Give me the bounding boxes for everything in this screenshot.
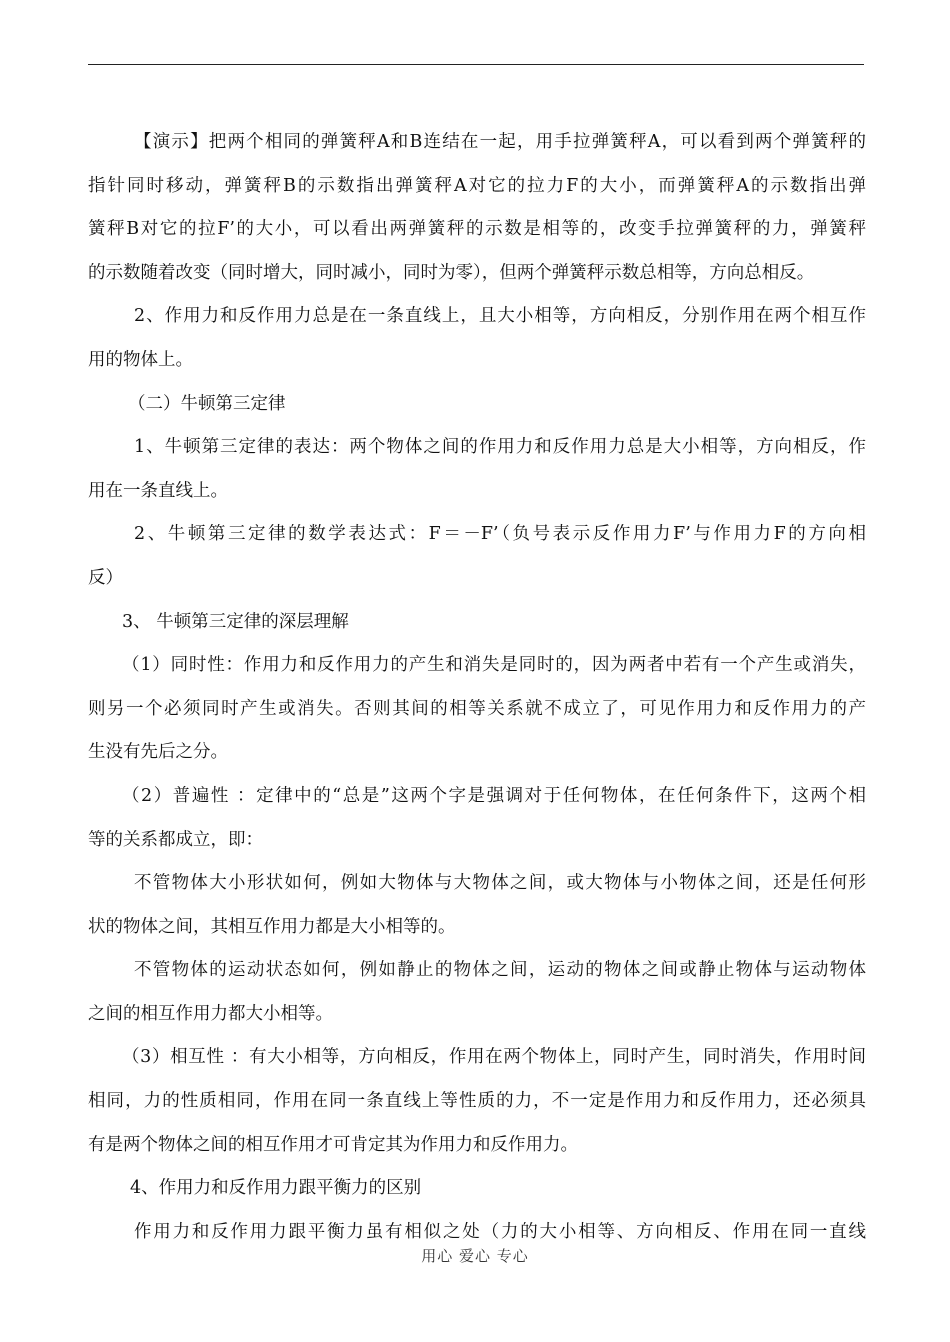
subsection-heading — [88, 1167, 866, 1211]
text-line: （1）同时性：作用力和反作用力的产生和消失是同时的，因为两者中若有一个产生或消失， — [122, 655, 866, 676]
text-line: 等的关系都成立，即： — [88, 829, 263, 850]
paragraph-universality — [88, 775, 866, 862]
text-line: 不管物体大小形状如何，例如大物体与大物体之间，或大物体与小物体之间，还是任何形 — [134, 873, 866, 894]
text-line: 相同，力的性质相同，作用在同一条直线上等性质的力，不一定是作用力和反作用力，还必须具 — [88, 1091, 866, 1112]
text-line: （2）普遍性 ：定律中的“总是”这两个字是强调对于任何物体，在任何条件下，这两个相 — [122, 785, 866, 806]
text-line: 用在一条直线上。 — [88, 480, 228, 501]
text-line: 则另一个必须同时产生或消失。否则其间的相等关系就不成立了，可见作用力和反作用力的产 — [88, 698, 866, 719]
paragraph-simultaneity — [88, 644, 866, 775]
text-line: 2、牛顿第三定律的数学表达式：F＝－F’（负号表示反作用力F’与作用力F的方向相 — [134, 524, 866, 545]
paragraph-point-2 — [88, 295, 866, 382]
paragraph-law-expression — [88, 426, 866, 513]
header-rule — [88, 64, 864, 65]
document-body — [88, 121, 866, 1254]
text-line: （3）相互性 ：有大小相等，方向相反，作用在两个物体上，同时产生，同时消失，作用时间 — [122, 1047, 866, 1068]
text-line: 【演示】把两个相同的弹簧秤A和B连结在一起，用手拉弹簧秤A，可以看到两个弹簧秤的 — [134, 132, 866, 152]
text-line: 有是两个物体之间的相互作用才可肯定其为作用力和反作用力。 — [88, 1134, 578, 1155]
heading-text: 4、作用力和反作用力跟平衡力的区别 — [130, 1178, 422, 1199]
page-footer: 用心 爱心 专心 — [421, 1247, 529, 1265]
text-line: 指针同时移动，弹簧秤B的示数指出弹簧秤A对它的拉力F的大小，而弹簧秤A的示数指出弹 — [88, 175, 866, 196]
paragraph-motion-state — [88, 949, 866, 1036]
heading-text: 3、 牛顿第三定律的深层理解 — [122, 611, 349, 632]
text-line: 簧秤B对它的拉F’的大小，可以看出两弹簧秤的示数是相等的，改变手拉弹簧秤的力，弹簧秤 — [88, 219, 866, 240]
subsection-heading — [88, 601, 866, 645]
text-line: 2、作用力和反作用力总是在一条直线上，且大小相等，方向相反，分别作用在两个相互作 — [134, 306, 866, 327]
paragraph-size-shape — [88, 862, 866, 949]
text-line: 生没有先后之分。 — [88, 742, 228, 763]
heading-text: （二）牛顿第三定律 — [128, 393, 286, 414]
text-line: 用的物体上。 — [88, 349, 193, 370]
paragraph-demo — [88, 121, 866, 295]
text-line: 状的物体之间，其相互作用力都是大小相等的。 — [88, 916, 456, 937]
text-line: 作用力和反作用力跟平衡力虽有相似之处（力的大小相等、方向相反、作用在同一直线 — [134, 1221, 866, 1242]
section-heading — [88, 383, 866, 427]
text-line: 的示数随着改变（同时增大，同时减小，同时为零），但两个弹簧秤示数总相等，方向总相反。 — [88, 262, 815, 283]
text-line: 反） — [88, 567, 123, 588]
paragraph-mutuality — [88, 1036, 866, 1167]
text-line: 1、牛顿第三定律的表达：两个物体之间的作用力和反作用力总是大小相等，方向相反，作 — [134, 437, 866, 458]
text-line: 不管物体的运动状态如何，例如静止的物体之间，运动的物体之间或静止物体与运动物体 — [134, 960, 866, 981]
text-line: 之间的相互作用力都大小相等。 — [88, 1003, 333, 1024]
paragraph-law-formula — [88, 513, 866, 600]
